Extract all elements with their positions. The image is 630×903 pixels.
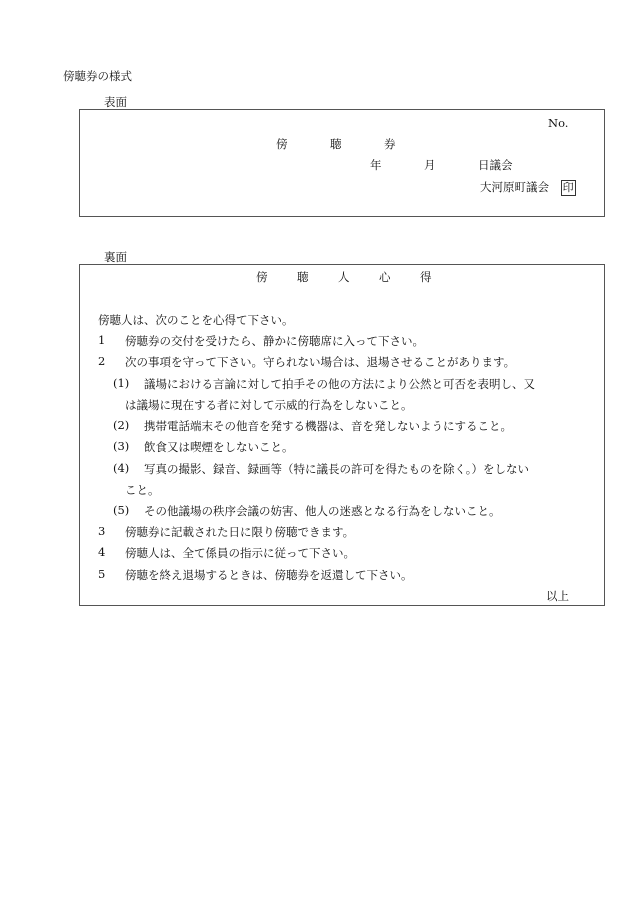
ticket-title-char-3: 券 bbox=[384, 137, 396, 151]
rule-item-1-text: 傍聴券の交付を受けたら、静かに傍聴席に入って下さい。 bbox=[125, 334, 424, 348]
subitem-2-text: 携帯電話端末その他音を発する機器は、音を発しないようにすること。 bbox=[144, 419, 512, 433]
rule-item-2-text: 次の事項を守って下さい。守られない場合は、退場させることがあります。 bbox=[125, 355, 516, 369]
subitem-3-number: (3) bbox=[113, 439, 130, 453]
rules-intro: 傍聴人は、次のことを心得て下さい。 bbox=[98, 313, 294, 327]
subitem-1-number: (1) bbox=[113, 376, 130, 390]
rule-item-4-text: 傍聴人は、全て係員の指示に従って下さい。 bbox=[125, 546, 355, 560]
rule-item-5-text: 傍聴を終え退場するときは、傍聴券を返還して下さい。 bbox=[125, 568, 413, 582]
front-ticket-box bbox=[79, 109, 605, 217]
subitem-4-text-cont: こと。 bbox=[125, 483, 160, 497]
rule-item-2-number: 2 bbox=[98, 354, 106, 368]
rules-title-char-3: 人 bbox=[338, 270, 350, 284]
rule-item-3-text: 傍聴券に記載された日に限り傍聴できます。 bbox=[125, 525, 355, 539]
back-label: 裏面 bbox=[104, 250, 127, 264]
ticket-title-char-2: 聴 bbox=[330, 137, 342, 151]
back-rules-box bbox=[79, 264, 605, 606]
ticket-number-label: No. bbox=[548, 116, 569, 130]
date-month: 月 bbox=[424, 158, 436, 172]
subitem-5-text: その他議場の秩序会議の妨害、他人の迷惑となる行為をしないこと。 bbox=[144, 504, 501, 518]
subitem-4-number: (4) bbox=[113, 461, 130, 475]
rule-item-4-number: 4 bbox=[98, 545, 106, 559]
subitem-3-text: 飲食又は喫煙をしないこと。 bbox=[144, 440, 294, 454]
ticket-title-char-1: 傍 bbox=[276, 137, 288, 151]
seal-stamp: 印 bbox=[562, 181, 574, 194]
front-label: 表面 bbox=[104, 95, 127, 109]
rule-item-3-number: 3 bbox=[98, 524, 106, 538]
rules-title-char-5: 得 bbox=[420, 270, 432, 284]
subitem-2-number: (2) bbox=[113, 418, 130, 432]
date-day-council: 日議会 bbox=[478, 158, 513, 172]
council-name-text: 大河原町議会 bbox=[480, 180, 549, 194]
council-name bbox=[480, 179, 576, 196]
subitem-1-text-cont: は議場に現在する者に対して示威的行為をしないこと。 bbox=[125, 398, 413, 412]
document-heading: 傍聴券の様式 bbox=[63, 69, 132, 83]
date-year: 年 bbox=[370, 158, 382, 172]
subitem-4-text: 写真の撮影、録音、録画等（特に議長の許可を得たものを除く。）をしない bbox=[144, 462, 530, 476]
rules-title-char-4: 心 bbox=[379, 270, 391, 284]
subitem-5-number: (5) bbox=[113, 503, 130, 517]
rules-title-char-2: 聴 bbox=[297, 270, 309, 284]
rules-title-char-1: 傍 bbox=[256, 270, 268, 284]
rule-item-1-number: 1 bbox=[98, 333, 106, 347]
subitem-1-text: 議場における言論に対して拍手その他の方法により公然と可否を表明し、又 bbox=[144, 377, 535, 391]
rule-item-5-number: 5 bbox=[98, 567, 106, 581]
closing-text: 以上 bbox=[546, 589, 569, 603]
